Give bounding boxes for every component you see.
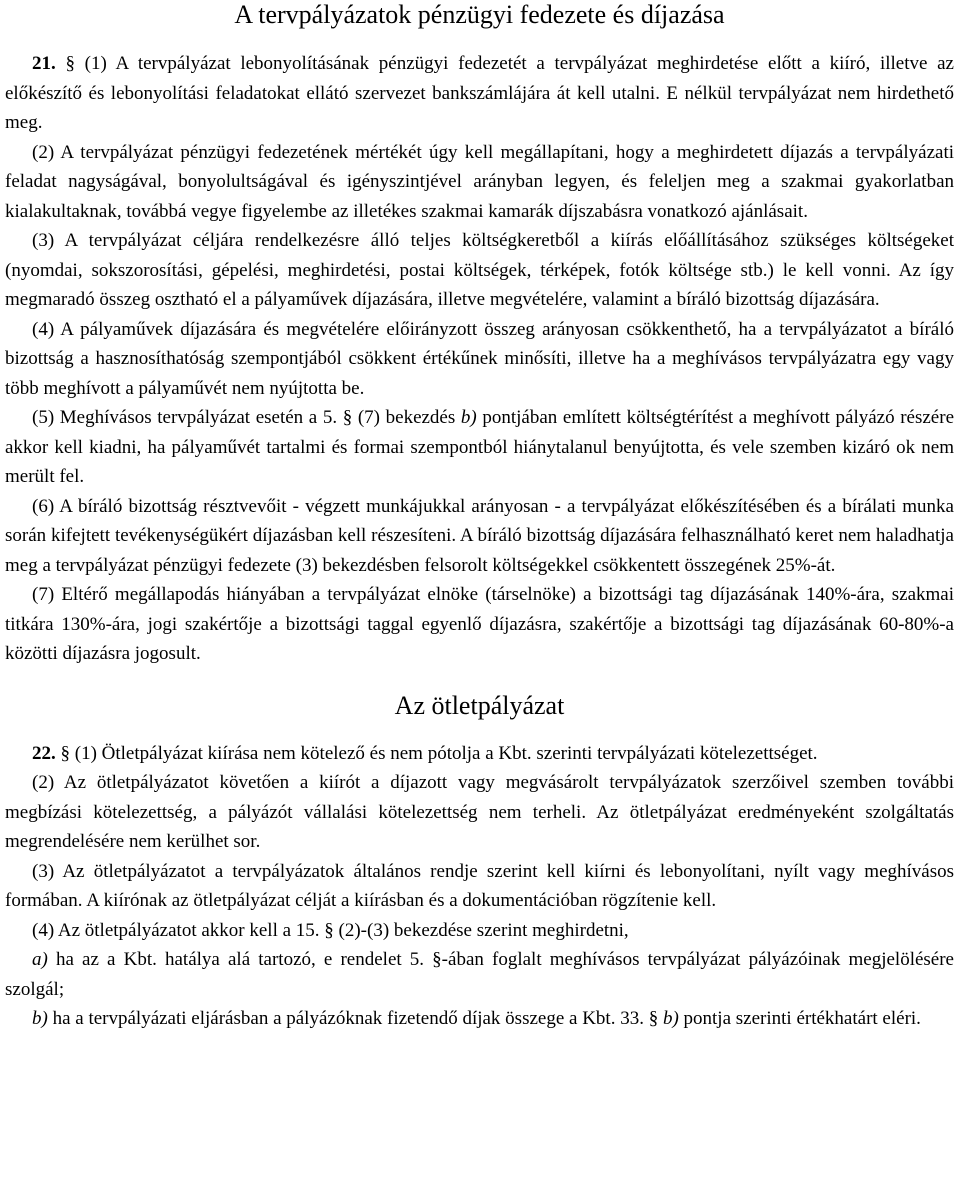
paragraph-22-2: (2) Az ötletpályázatot követően a kiírót a díjazott vagy megvásárolt tervpályázatok szerzőivel szemben további megbízási kötelezettség, a pályázót vállalási kötelezettség nem terheli. Az ötletpályázat eredményeként szolgáltatás megrendelésére nem kerülhet sor. <box>5 772 954 852</box>
paragraph-21-1 <box>5 49 954 138</box>
paragraph-text: § (1) A tervpályázat lebonyolításának pénzügyi fedezetét a tervpályázat meghirdetése előtt a kiíró, illetve az előkészítő és lebonyolítási feladatokat ellátó szervezet bankszámlájára át kell utalni. E nélkül tervpályázat nem hirdethető meg. <box>5 53 954 133</box>
italic-reference: b) <box>460 407 477 428</box>
list-item-text: ha a tervpályázati eljárásban a pályázóknak fizetendő díjak összege a Kbt. 33. § <box>47 1008 663 1029</box>
list-item-b <box>5 1004 954 1034</box>
paragraph-22-4: (4) Az ötletpályázatot akkor kell a 15. § (2)-(3) bekezdése szerint meghirdetni, <box>32 919 629 941</box>
section-title-fees: A tervpályázatok pénzügyi fedezete és díjazása <box>234 0 725 29</box>
italic-reference: b) <box>662 1008 679 1029</box>
paragraph-21-6: (6) A bíráló bizottság résztvevőit - végzett munkájukkal arányosan - a tervpályázat előkészítésében és a bírálati munka során kifejtett tevékenységükért díjazásban kell részesíteni. A bíráló bizottság díjazására felhasználható keret nem haladhatja meg a tervpályázat pénzügyi fedezete (3) bekezdésben felsorolt költségekkel csökkentett összegének 25%-át. <box>5 495 954 576</box>
paragraph-text: pontjában említett költségtérítést a meghívott pályázó részére akkor kell kiadni, ha pályaművét tartalmi és formai szempontból hiánytalanul benyújtotta, és vele szemben kizáró ok nem merült fel. <box>5 407 954 487</box>
paragraph-21-3: (3) A tervpályázat céljára rendelkezésre álló teljes költségkeretből a kiírás előállításához szükséges költségeket (nyomdai, sokszorosítási, gépelési, meghirdetési, postai költségek, térképek, fotók költsége stb.) le kell vonni. Az így megmaradó összeg osztható el a pályaművek díjazására, illetve megvételére, valamint a bíráló bizottság díjazására. <box>5 230 954 310</box>
paragraph-21-4: (4) A pályaművek díjazására és megvételére előirányzott összeg arányosan csökkenthető, ha a tervpályázatot a bíráló bizottság a hasznosíthatóság szempontjából csökkent értékűnek minősíti, illetve ha a meghívásos tervpályázatra egy vagy több meghívott a pályaművét nem nyújtotta be. <box>5 318 954 399</box>
list-item-text: ha az a Kbt. hatálya alá tartozó, e rendelet 5. §-ában foglalt meghívásos tervpályázat pályázóinak megjelölésére szolgál; <box>5 949 954 1000</box>
paragraph-21-5 <box>5 403 954 492</box>
paragraph-text: § (1) Ötletpályázat kiírása nem kötelező és nem pótolja a Kbt. szerinti tervpályázati kötelezettséget. <box>60 742 818 764</box>
paragraph-21-7: (7) Eltérő megállapodás hiányában a tervpályázat elnöke (társelnöke) a bizottsági tag díjazásának 140%-ára, szakmai titkára 130%-ára, jogi szakértője a bizottsági taggal egyenlő díjazásra, szakértője a bizottsági tag díjazásának 60-80%-a közötti díjazásra jogosult. <box>5 584 954 664</box>
paragraph-number-21: 21. <box>32 53 56 74</box>
paragraph-22-1 <box>5 739 954 769</box>
list-item-a <box>5 945 954 1004</box>
list-item-label: a) <box>32 949 48 970</box>
section-title-idea-competition: Az ötletpályázat <box>394 690 565 720</box>
paragraph-22-3: (3) Az ötletpályázatot a tervpályázatok általános rendje szerint kell kiírni és lebonyolítani, nyílt vagy meghívásos formában. A kiírónak az ötletpályázat célját a kiírásban és a dokumentációban rögzítenie kell. <box>5 860 954 911</box>
paragraph-21-2: (2) A tervpályázat pénzügyi fedezetének mértékét úgy kell megállapítani, hogy a meghirdetett díjazás a tervpályázati feladat nagyságával, bonyolultságával és igényszintjével arányban legyen, és feleljen meg a szakmai gyakorlatban kialakultaknak, továbbá vegye figyelembe az illetékes szakmai kamarák díjszabásra vonatkozó ajánlásait. <box>5 141 954 222</box>
paragraph-text: (5) Meghívásos tervpályázat esetén a 5. § (7) bekezdés <box>32 407 461 428</box>
list-item-text: pontja szerinti értékhatárt eléri. <box>678 1008 921 1029</box>
list-item-label: b) <box>32 1008 48 1029</box>
paragraph-number-22: 22. <box>32 742 56 764</box>
